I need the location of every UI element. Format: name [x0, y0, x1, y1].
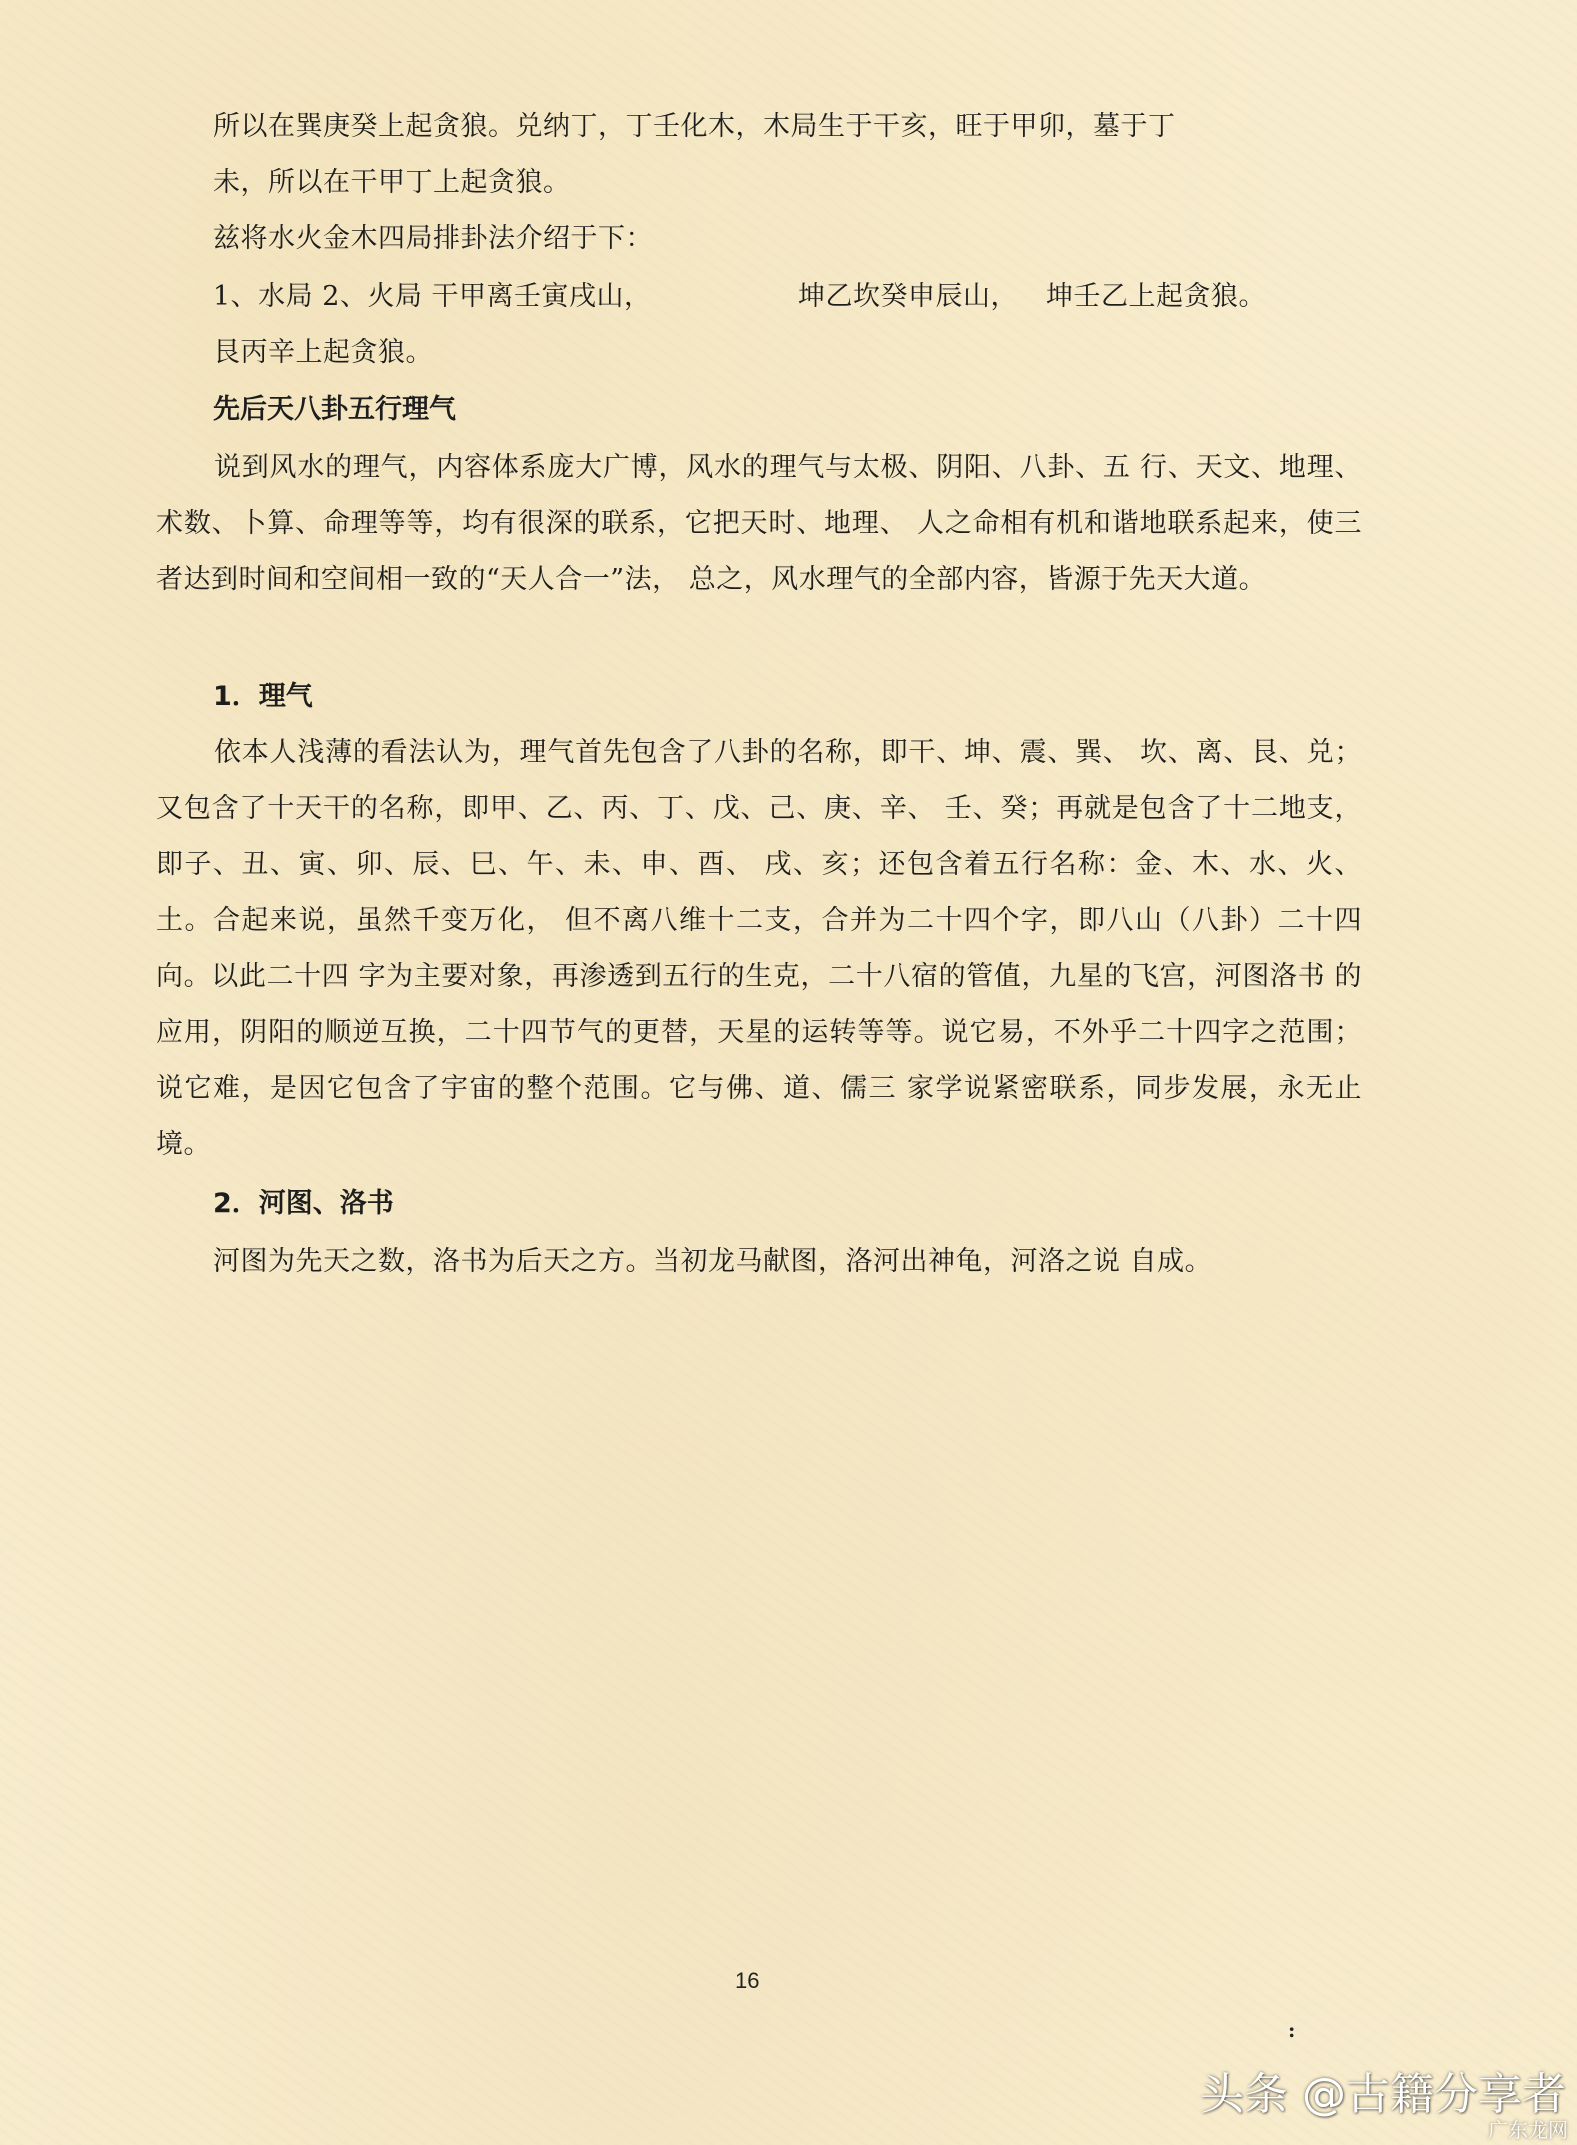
- text-line: 艮丙辛上起贪狼。: [213, 337, 433, 368]
- page-number: 16: [735, 1968, 760, 1993]
- text-line: 河图为先天之数，洛书为后天之方。当初龙马献图，洛河出神龟，河洛之说 自成。: [213, 1246, 1213, 1277]
- subsection-title: 1．理气: [213, 681, 313, 712]
- subsection-paragraph: 依本人浅薄的看法认为，理气首先包含了八卦的名称，即干、坤、震、巽、 坎、离、艮、兑；又包含了十天干的名称，即甲、乙、丙、丁、戊、己、庚、辛、 壬、癸；再就是包含了十二地支，即子、丑、寅、卯、辰、巳、午、未、申、酉、 戌、亥；还包含着五行名称：金、木、水、火、土。合起来说，虽然千变万化， 但不离八维十二支，合并为二十四个字，即八山（八卦）二十四向。以此二十四 字为主要对象，再渗透到五行的生克，二十八宿的管值，九星的飞宫，河图洛书 的应用，阴阳的顺逆互换，二十四节气的更替，天星的运转等等。说它易，不外乎二十四字之范围；说它难，是因它包含了宇宙的整个范围。它与佛、道、儒三 家学说紧密联系，同步发展，永无止境。: [156, 737, 1362, 1160]
- section-title: 先后天八卦五行理气: [213, 394, 456, 425]
- stray-mark: :: [1288, 2018, 1296, 2042]
- subsection-title: 2．河图、洛书: [213, 1188, 394, 1219]
- list-line-part: 坤壬乙上起贪狼。: [1046, 281, 1266, 312]
- list-line-part: 坤乙坎癸申辰山，: [798, 281, 1018, 312]
- watermark-sub: 广东龙网: [1488, 2118, 1568, 2142]
- text-line: 兹将水火金木四局排卦法介绍于下：: [213, 223, 653, 254]
- list-line-part: 1、水局 2、火局 干甲离壬寅戌山，: [213, 281, 652, 312]
- watermark: 头条 @古籍分享者: [1200, 2069, 1566, 2120]
- text-line: 未，所以在干甲丁上起贪狼。: [213, 167, 571, 198]
- section-paragraph: 说到风水的理气，内容体系庞大广博，风水的理气与太极、阴阳、八卦、五 行、天文、地理、术数、卜算、命理等等，均有很深的联系，它把天时、地理、 人之命相有机和谐地联系起来，使三者达到时间和空间相一致的“天人合一”法， 总之，风水理气的全部内容，皆源于先天大道。: [156, 452, 1362, 595]
- text-line: 所以在巽庚癸上起贪狼。兑纳丁，丁壬化木，木局生于干亥，旺于甲卯，墓于丁: [213, 111, 1176, 142]
